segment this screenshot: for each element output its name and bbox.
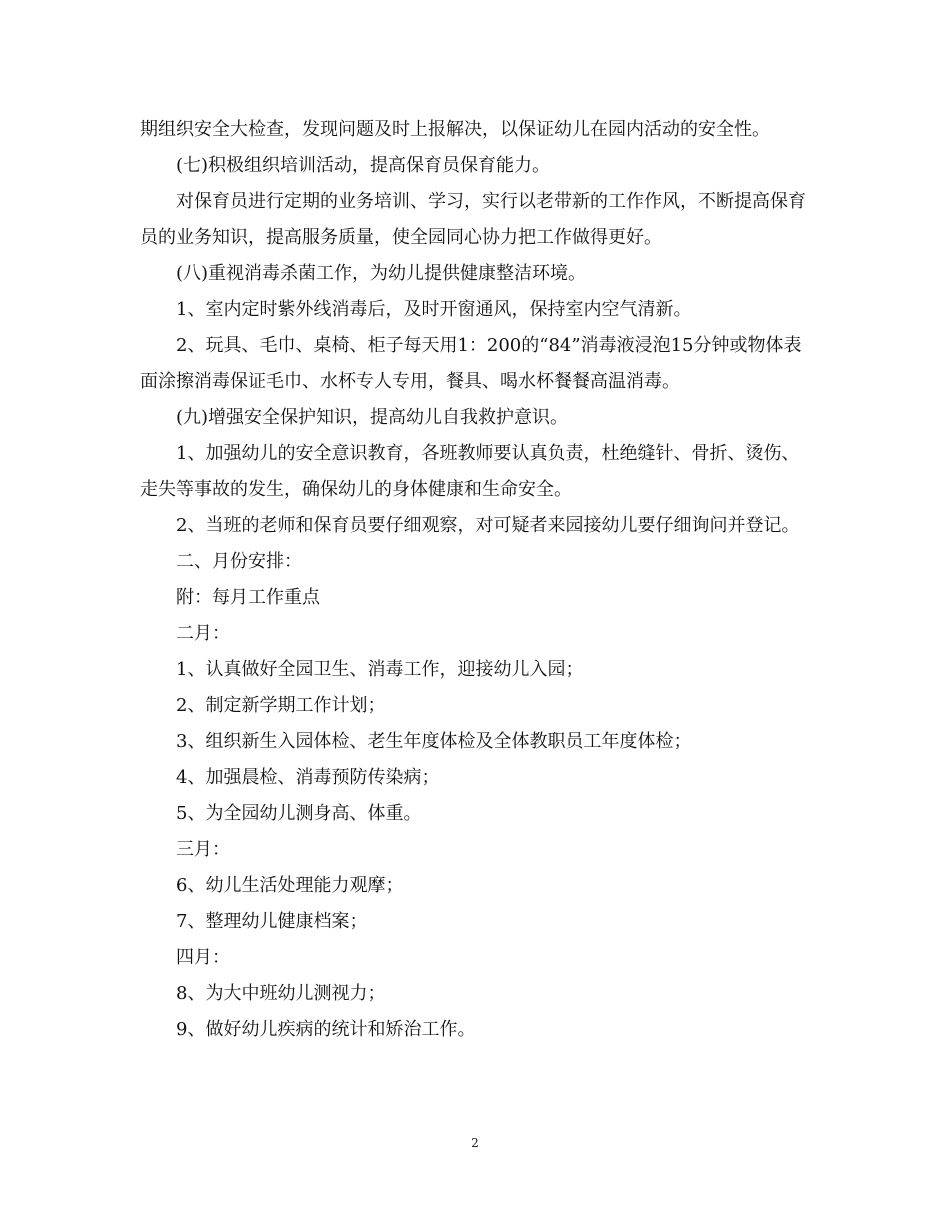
paragraph: 3、组织新生入园体检、老生年度体检及全体教职员工年度体检；: [176, 731, 692, 752]
paragraph: 4、加强晨检、消毒预防传染病；: [176, 767, 440, 788]
paragraph: 二月：: [176, 623, 230, 644]
paragraph: 8、为大中班幼儿测视力；: [176, 983, 386, 1004]
paragraph: (九)增强安全保护知识，提高幼儿自我救护意识。: [176, 407, 569, 428]
paragraph: 1、认真做好全园卫生、消毒工作，迎接幼儿入园；: [176, 659, 584, 680]
paragraph: 5、为全园幼儿测身高、体重。: [176, 803, 422, 824]
paragraph: (七)积极组织培训活动，提高保育员保育能力。: [176, 155, 551, 176]
paragraph: 2、当班的老师和保育员要仔细观察，对可疑者来园接幼儿要仔细询问并登记。: [176, 515, 800, 536]
paragraph: 二、月份安排：: [176, 551, 302, 572]
paragraph: 7、整理幼儿健康档案；: [176, 911, 368, 932]
paragraph: 2、玩具、毛巾、桌椅、柜子每天用1：200的“84”消毒液浸泡15分钟或物体表面涂擦消毒保证毛巾、水杯专人专用，餐具、喝水杯餐餐高温消毒。: [140, 335, 802, 392]
paragraph: 附：每月工作重点: [176, 587, 320, 608]
paragraph: 1、室内定时紫外线消毒后，及时开窗通风，保持室内空气清新。: [176, 299, 692, 320]
document-body: [140, 112, 810, 1048]
paragraph: 9、做好幼儿疾病的统计和矫治工作。: [176, 1019, 476, 1040]
paragraph: 对保育员进行定期的业务培训、学习，实行以老带新的工作作风，不断提高保育员的业务知识，提高服务质量，使全园同心协力把工作做得更好。: [140, 191, 806, 248]
paragraph: 1、加强幼儿的安全意识教育，各班教师要认真负责，杜绝缝针、骨折、烫伤、走失等事故的发生，确保幼儿的身体健康和生命安全。: [140, 443, 800, 500]
paragraph: 期组织安全大检查，发现问题及时上报解决，以保证幼儿在园内活动的安全性。: [140, 119, 770, 140]
paragraph: 四月：: [176, 947, 230, 968]
paragraph: 三月：: [176, 839, 230, 860]
paragraph: 2、制定新学期工作计划；: [176, 695, 386, 716]
paragraph: 6、幼儿生活处理能力观摩；: [176, 875, 404, 896]
page-number: 2: [471, 1136, 479, 1150]
paragraph: (八)重视消毒杀菌工作，为幼儿提供健康整洁环境。: [176, 263, 587, 284]
